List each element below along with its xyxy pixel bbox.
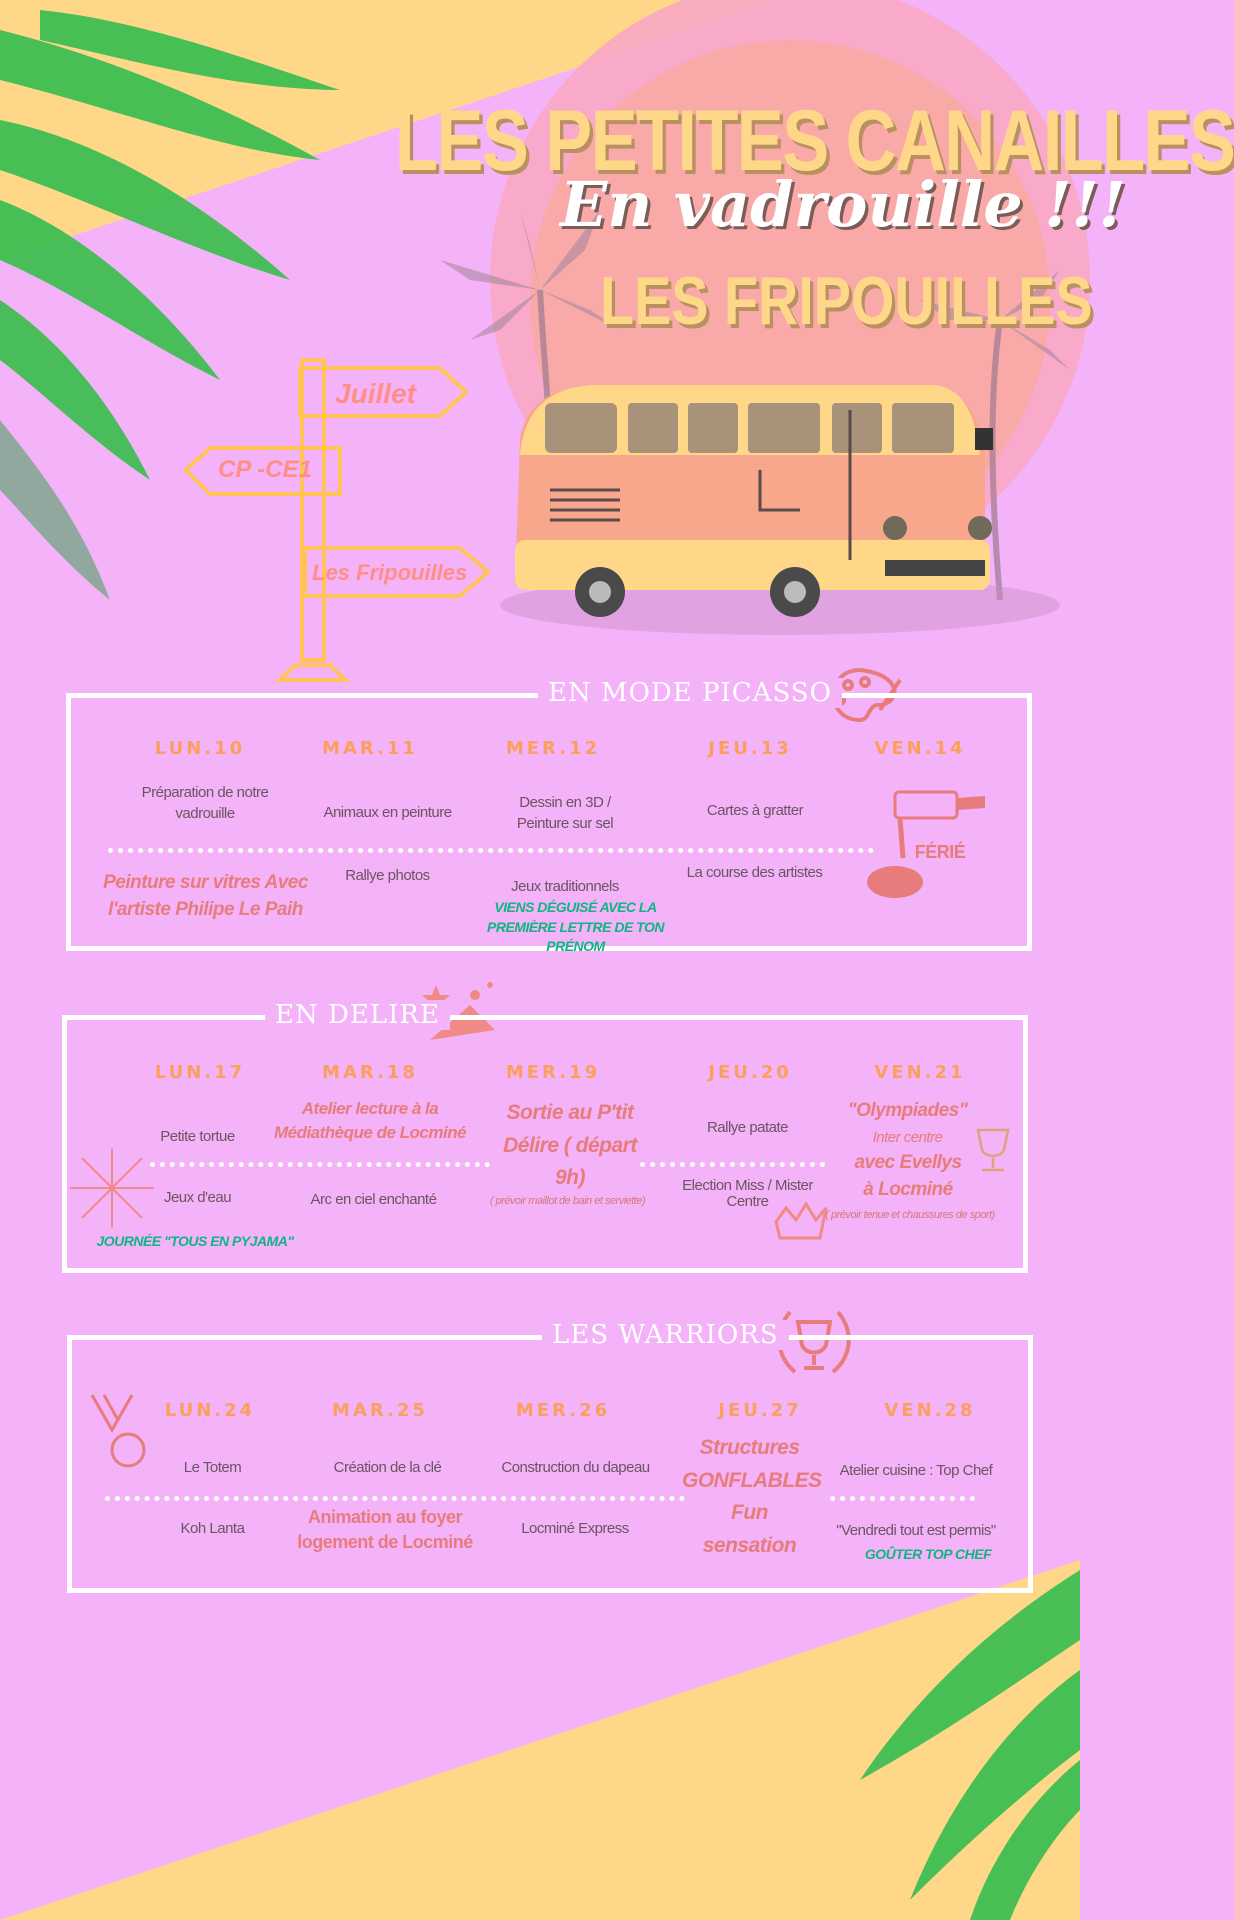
day-label: VEN.14 — [874, 738, 966, 759]
activity: Animation au foyer logement de Locminé — [297, 1507, 473, 1553]
outing-note: ( prévoir maillot de bain et serviette) — [489, 1195, 646, 1207]
activity: Le Totem — [183, 1459, 242, 1476]
outing: Sortie au P'tit Délire ( départ 9h) — [503, 1101, 637, 1190]
thursday-activity: Structures GONFLABLES Fun sensation — [682, 1436, 822, 1557]
page-subtitle: En vadrouille !!! — [560, 168, 1126, 241]
day-label: JEU.27 — [718, 1400, 802, 1421]
bus-illustration — [515, 385, 993, 617]
day-label: LUN.10 — [154, 738, 246, 759]
divider — [108, 848, 874, 853]
olympiades-sub: Inter centre — [872, 1129, 943, 1146]
olympiades-place: avec Evellys à Locminé — [854, 1152, 962, 1200]
activity: Locminé Express — [521, 1520, 629, 1537]
day-label: LUN.24 — [164, 1400, 256, 1421]
activity: Jeux d'eau — [163, 1189, 232, 1206]
activity: Rallye photos — [345, 867, 430, 884]
week3-note: GOÛTER TOP CHEF — [864, 1546, 992, 1562]
group-title: LES FRIPOUILLES — [600, 263, 1093, 339]
day-label: MAR.25 — [332, 1400, 428, 1421]
week2-note: JOURNÉE "TOUS EN PYJAMA" — [96, 1233, 294, 1249]
divider — [830, 1496, 975, 1501]
sign-group: Les Fripouilles — [312, 560, 468, 585]
activity: Petite tortue — [160, 1128, 235, 1145]
olympiades-note: ( prévoir tenue et chaussures de sport) — [825, 1209, 995, 1221]
activity: Koh Lanta — [180, 1520, 245, 1537]
activity: Cartes à gratter — [706, 802, 804, 819]
activity: Jeux traditionnels — [511, 878, 619, 895]
week3-title: LES WARRIORS — [542, 1320, 789, 1350]
holiday-label: FÉRIÉ — [914, 842, 966, 862]
sign-month: Juillet — [335, 378, 416, 409]
day-label: LUN.17 — [154, 1062, 246, 1083]
day-label: MAR.11 — [322, 738, 418, 759]
activity: Atelier cuisine : Top Chef — [839, 1462, 993, 1479]
week2-title: EN DELIRE — [265, 1000, 450, 1030]
day-label: MER.26 — [515, 1400, 611, 1421]
olympiades-title: "Olympiades" — [847, 1100, 968, 1121]
activity: Atelier lecture à la Médiathèque de Locminé — [273, 1099, 467, 1142]
activity: La course des artistes — [686, 864, 823, 881]
day-label: MAR.18 — [322, 1062, 418, 1083]
sign-classes: CP -CE1 — [218, 456, 312, 483]
week1-title: EN MODE PICASSO — [538, 678, 842, 708]
day-label: VEN.28 — [884, 1400, 976, 1421]
divider — [150, 1162, 490, 1167]
activity: Construction du dapeau — [501, 1459, 650, 1476]
page-title: LES PETITES CANAILLES — [395, 93, 1234, 189]
activity: Rallye patate — [706, 1119, 789, 1136]
divider — [640, 1162, 825, 1167]
activity: Préparation de notre vadrouille — [141, 784, 269, 822]
divider — [105, 1496, 685, 1501]
day-label: JEU.13 — [708, 738, 792, 759]
week1-note: VIENS DÉGUISÉ AVEC LA PREMIÈRE LETTRE DE TON PRÉNOM — [487, 899, 664, 955]
activity: Animaux en peinture — [323, 804, 452, 821]
activity: Dessin en 3D / Peinture sur sel — [516, 794, 614, 832]
activity: Arc en ciel enchanté — [310, 1191, 437, 1208]
activity: "Vendredi tout est permis" — [836, 1522, 996, 1539]
activity: Création de la clé — [333, 1459, 442, 1476]
day-label: JEU.20 — [708, 1062, 792, 1083]
day-label: MER.19 — [505, 1062, 601, 1083]
day-label: MER.12 — [505, 738, 601, 759]
activity: Election Miss / Mister Centre — [682, 1177, 813, 1210]
day-label: VEN.21 — [874, 1062, 966, 1083]
activity: Peinture sur vitres Avec l'artiste Philipe Le Paih — [103, 872, 308, 920]
